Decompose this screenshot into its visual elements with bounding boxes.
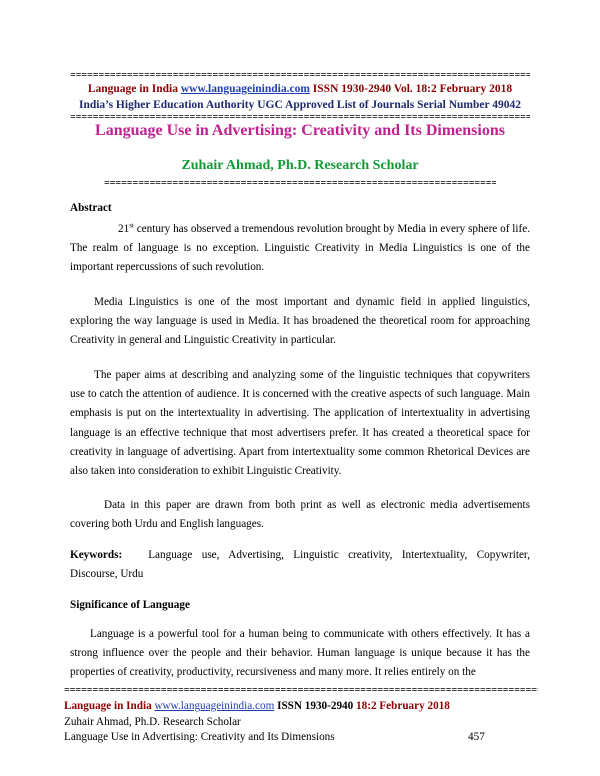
paper-title: Language Use in Advertising: Creativity and Its Dimensions [95,122,505,139]
header-rule-top [70,72,530,80]
keywords-text: Language use, Advertising, Linguistic creativity, Intertextuality, Copywriter, Discourse, Urdu [70,549,530,581]
keywords-label: Keywords: [70,549,123,561]
abstract-paragraph-4: Data in this paper are drawn from both print as well as electronic media advertisements covering both Urdu and English languages. [70,499,530,531]
header-journal-line [60,83,540,95]
header-rule-bottom [70,114,530,122]
header-issn: ISSN 1930-2940 Vol. 18:2 February 2018 [312,83,513,95]
author-rule [104,180,496,188]
abstract-paragraph-1-text: century has observed a tremendous revolution brought by Media in every sphere of life. The realm of language is no exception. Linguistic Creativity in Media Linguistics is one of the important repercussions of such revolution. [70,223,530,274]
century-number: 21 [118,223,130,235]
keywords-block [70,546,530,584]
footer-rule [64,687,538,695]
abstract-heading: Abstract [70,202,112,214]
footer-journal-link[interactable]: www.languageinindia.com [154,700,275,712]
abstract-paragraph-3: The paper aims at describing and analyzing some of the linguistic techniques that copywriters use to catch the attention of audience. It is concerned with the creative aspects of such language. Main emphasis is put on the intertextuality in advertising. The application of intertextuality in advertising language is an effective technique that most advertisers prefer. It has created a theoretical space for creativity in language of advertising. Apart from intertextuality some common Rhetorical Devices are also taken into consideration to exhibit Linguistic Creativity. [70,369,530,478]
abstract-paragraph-2: Media Linguistics is one of the most important and dynamic field in applied linguistics, exploring the way language is used in Media. It has broadened the theoretical room for approaching Creativity in general and Linguistic Creativity in particular. [70,296,530,347]
footer-title: Language Use in Advertising: Creativity and Its Dimensions [64,731,335,743]
significance-heading: Significance of Language [70,599,190,611]
header-ugc-line: India’s Higher Education Authority UGC Approved List of Journals Serial Number 49042 [78,99,522,111]
century-suffix: st [129,221,134,230]
footer-author: Zuhair Ahmad, Ph.D. Research Scholar [64,716,241,728]
footer-journal-line [64,700,450,712]
abstract-paragraph-1 [70,220,530,278]
header-journal-name: Language in India [87,83,178,95]
header-journal-link[interactable]: www.languageinindia.com [180,83,310,95]
footer-issue: 18:2 February 2018 [356,700,450,712]
page-number: 457 [468,731,485,743]
paper-author: Zuhair Ahmad, Ph.D. Research Scholar [181,158,419,173]
significance-paragraph-1: Language is a powerful tool for a human being to communicate with others effectively. It has a strong influence over the people and their behavior. Human language is unique because it has the properties of creativity, productivity, recursiveness and many more. It relies entirely on the [70,628,530,679]
footer-journal-name: Language in India [64,700,152,712]
footer-issn: ISSN 1930-2940 [277,700,354,712]
